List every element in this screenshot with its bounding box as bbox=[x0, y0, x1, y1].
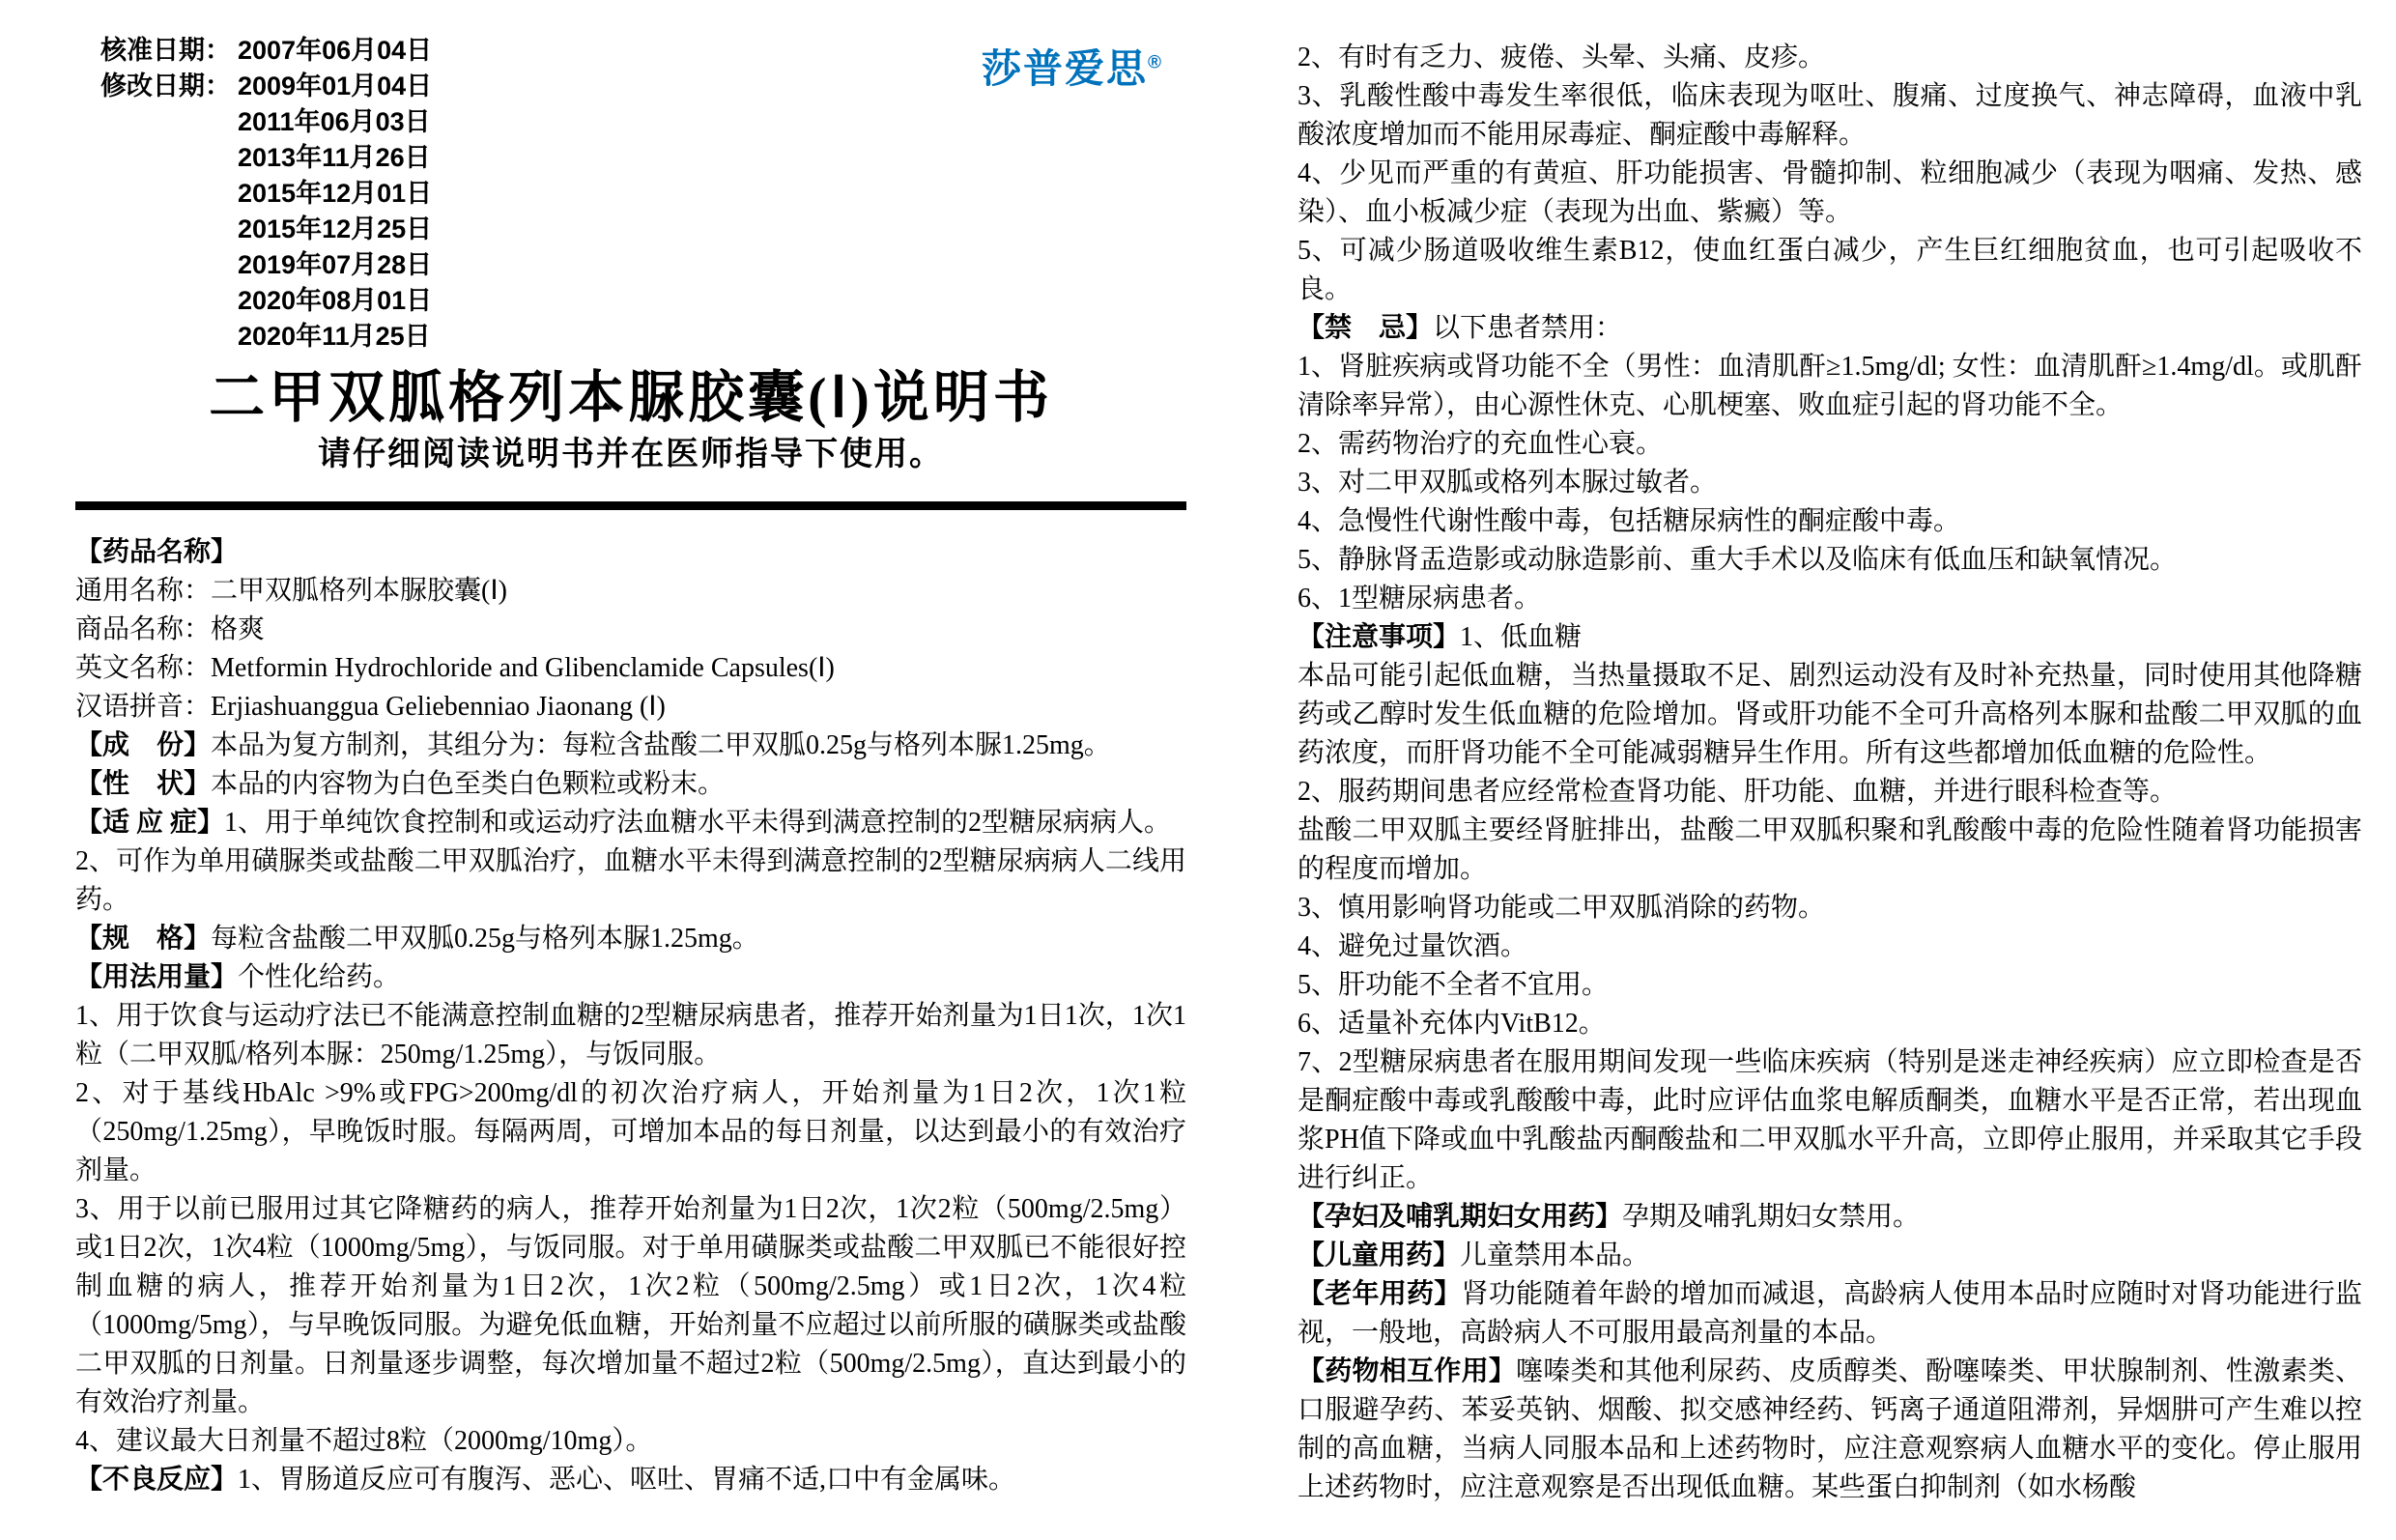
brand-logo-text: 莎普爱思 bbox=[982, 46, 1148, 91]
paragraph-text: 5、可减少肠道吸收维生素B12，使血红蛋白减少，产生巨红细胞贫血，也可引起吸收不良。 bbox=[1298, 236, 2362, 304]
section-heading: 【儿童用药】 bbox=[1298, 1241, 1461, 1270]
paragraph-text: 本品的内容物为白色至类白色颗粒或粉末。 bbox=[211, 769, 726, 799]
paragraph bbox=[75, 765, 1186, 804]
right-column bbox=[1298, 39, 2362, 1507]
paragraph bbox=[1298, 155, 2362, 232]
left-column bbox=[75, 33, 1186, 1499]
paragraph-text: 每粒含盐酸二甲双胍0.25g与格列本脲1.25mg。 bbox=[211, 924, 759, 954]
date-value: 2020年11月25日 bbox=[238, 322, 431, 351]
date-value: 2009年01月04日 bbox=[238, 71, 433, 100]
paragraph-text: 1、胃肠道反应可有腹泻、恶心、呕吐、胃痛不适,口中有金属味。 bbox=[238, 1465, 1016, 1495]
date-label bbox=[100, 247, 238, 283]
date-row bbox=[100, 176, 1186, 212]
paragraph bbox=[75, 649, 1186, 688]
paragraph bbox=[1298, 541, 2362, 580]
date-value: 2020年08月01日 bbox=[238, 286, 433, 315]
paragraph bbox=[1298, 812, 2362, 889]
section-heading: 【规 格】 bbox=[75, 924, 212, 954]
paragraph bbox=[75, 804, 1186, 842]
paragraph bbox=[75, 1190, 1186, 1422]
paragraph-text: 本品可能引起低血糖，当热量摄取不足、剧烈运动没有及时补充热量，同时使用其他降糖药或乙醇时发生低血糖的危险增加。肾或肝功能不全可升高格列本脲和盐酸二甲双胍的血药浓度，而肝肾功能不全可能减弱糖异生作用。所有这些都增加低血糖的危险性。 bbox=[1298, 661, 2362, 768]
paragraph-text: 儿童禁用本品。 bbox=[1460, 1241, 1650, 1270]
section-heading: 【注意事项】 bbox=[1298, 622, 1461, 652]
paragraph bbox=[1298, 1275, 2362, 1353]
date-row bbox=[100, 104, 1186, 140]
paragraph-text: 4、急慢性代谢性酸中毒，包括糖尿病性的酮症酸中毒。 bbox=[1298, 506, 1961, 536]
date-value: 2015年12月25日 bbox=[238, 214, 433, 243]
document-title: 二甲双胍格列本脲胶囊(Ⅰ)说明书 bbox=[209, 366, 1053, 429]
left-column-body bbox=[75, 533, 1186, 1499]
paragraph-text: 1、用于饮食与运动疗法已不能满意控制血糖的2型糖尿病患者，推荐开始剂量为1日1次，1次1粒（二甲双胍/格列本脲：250mg/1.25mg），与饭同服。 bbox=[75, 1001, 1186, 1069]
date-label: 核准日期： bbox=[100, 36, 231, 65]
date-row bbox=[100, 212, 1186, 247]
paragraph-text: 3、用于以前已服用过其它降糖药的病人，推荐开始剂量为1日2次，1次2粒（500mg/2.5mg）或1日2次，1次4粒（1000mg/5mg），与饭同服。对于单用磺脲类或盐酸二甲双胍已不能很好控制血糖的病人，推荐开始剂量为1日2次，1次2粒（500mg/2.5mg）或1日2次，1次4粒（1000mg/5mg），与早晚饭同服。为避免低血糖，开始剂量不应超过以前所服的磺脲类或盐酸二甲双胍的日剂量。日剂量逐步调整，每次增加量不超过2粒（500mg/2.5mg），直达到最小的有效治疗剂量。 bbox=[75, 1194, 1186, 1417]
paragraph bbox=[1298, 1005, 2362, 1043]
paragraph-text: 5、肝功能不全者不宜用。 bbox=[1298, 970, 1610, 1000]
paragraph bbox=[75, 572, 1186, 611]
paragraph-text: 个性化给药。 bbox=[238, 962, 401, 992]
document-subtitle: 请仔细阅读说明书并在医师指导下使用。 bbox=[318, 437, 944, 472]
paragraph-text: 1、低血糖 bbox=[1460, 622, 1583, 652]
section-heading: 【老年用药】 bbox=[1298, 1279, 1462, 1309]
paragraph bbox=[1298, 1043, 2362, 1198]
paragraph-text: 4、少见而严重的有黄疸、肝功能损害、骨髓抑制、粒细胞减少（表现为咽痛、发热、感染）、血小板减少症（表现为出血、紫癜）等。 bbox=[1298, 158, 2362, 227]
section-heading: 【不良反应】 bbox=[75, 1465, 239, 1495]
date-label bbox=[100, 283, 238, 319]
paragraph-text: 孕期及哺乳期妇女禁用。 bbox=[1622, 1202, 1921, 1232]
paragraph-text: 2、有时有乏力、疲倦、头晕、头痛、皮疹。 bbox=[1298, 43, 1826, 72]
paragraph bbox=[1298, 889, 2362, 927]
date-label bbox=[100, 140, 238, 176]
paragraph-text: 6、1型糖尿病患者。 bbox=[1298, 584, 1542, 613]
paragraph-text: 通用名称：二甲双胍格列本脲胶囊(Ⅰ) bbox=[75, 576, 507, 606]
paragraph-text: 汉语拼音：Erjiashuanggua Geliebenniao Jiaonang (Ⅰ) bbox=[75, 692, 666, 722]
section-heading: 【药物相互作用】 bbox=[1298, 1356, 1517, 1386]
section-heading: 【性 状】 bbox=[75, 769, 212, 799]
paragraph bbox=[75, 1074, 1186, 1190]
date-row bbox=[100, 283, 1186, 319]
paragraph bbox=[1298, 77, 2362, 155]
date-label bbox=[100, 176, 238, 212]
registered-trademark-icon: ® bbox=[1148, 52, 1161, 73]
paragraph-text: 本品为复方制剂，其组分为：每粒含盐酸二甲双胍0.25g与格列本脲1.25mg。 bbox=[211, 730, 1111, 760]
paragraph-text: 肾功能随着年龄的增加而减退，高龄病人使用本品时应随时对肾功能进行监视，一般地，高龄病人不可服用最高剂量的本品。 bbox=[1298, 1279, 2362, 1348]
paragraph bbox=[75, 688, 1186, 727]
section-heading: 【药品名称】 bbox=[75, 537, 239, 567]
date-value: 2007年06月04日 bbox=[238, 36, 433, 65]
paragraph-text: 1、肾脏疾病或肾功能不全（男性：血清肌酐≥1.5mg/dl; 女性：血清肌酐≥1.4mg/dl。或肌酐清除率异常），由心源性休克、心肌梗塞、败血症引起的肾功能不全。 bbox=[1298, 352, 2362, 420]
section-heading: 【用法用量】 bbox=[75, 962, 239, 992]
paragraph bbox=[75, 920, 1186, 958]
right-column-body bbox=[1298, 39, 2362, 1507]
paragraph bbox=[1298, 773, 2362, 812]
paragraph-text: 2、需药物治疗的充血性心衰。 bbox=[1298, 429, 1664, 459]
paragraph-text: 2、对于基线HbAlc >9%或FPG>200mg/dl的初次治疗病人，开始剂量为1日2次，1次1粒（250mg/1.25mg），早晚饭时服。每隔两周，可增加本品的每日剂量，以达到最小的有效治疗剂量。 bbox=[75, 1078, 1186, 1185]
date-label: 修改日期： bbox=[100, 71, 231, 100]
paragraph-text: 3、慎用影响肾功能或二甲双胍消除的药物。 bbox=[1298, 893, 1826, 923]
paragraph bbox=[1298, 966, 2362, 1005]
paragraph bbox=[1298, 425, 2362, 464]
date-row bbox=[100, 319, 1186, 355]
paragraph bbox=[1298, 1198, 2362, 1237]
paragraph bbox=[1298, 580, 2362, 618]
paragraph-text: 噻嗪类和其他利尿药、皮质醇类、酚噻嗪类、甲状腺制剂、性激素类、口服避孕药、苯妥英钠、烟酸、拟交感神经药、钙离子通道阻滞剂，异烟肼可产生难以控制的高血糖，当病人同服本品和上述药物时，应注意观察病人血糖水平的变化。停止服用上述药物时，应注意观察是否出现低血糖。某些蛋白抑制剂（如水杨酸 bbox=[1298, 1356, 2362, 1502]
paragraph bbox=[1298, 232, 2362, 309]
paragraph bbox=[1298, 502, 2362, 541]
paragraph-text: 6、适量补充体内VitB12。 bbox=[1298, 1009, 1606, 1039]
paragraph bbox=[1298, 39, 2362, 77]
paragraph bbox=[1298, 618, 2362, 657]
paragraph-text: 盐酸二甲双胍主要经肾脏排出，盐酸二甲双胍积聚和乳酸酸中毒的危险性随着肾功能损害的程度而增加。 bbox=[1298, 815, 2362, 884]
date-label bbox=[100, 104, 238, 140]
date-row bbox=[100, 140, 1186, 176]
paragraph bbox=[75, 997, 1186, 1074]
section-heading: 【禁 忌】 bbox=[1298, 313, 1434, 343]
date-label bbox=[100, 212, 238, 247]
section-heading: 【适 应 症】 bbox=[75, 808, 225, 838]
section-heading: 【孕妇及哺乳期妇女用药】 bbox=[1298, 1202, 1623, 1232]
date-value: 2019年07月28日 bbox=[238, 250, 433, 279]
paragraph-text: 4、避免过量饮酒。 bbox=[1298, 931, 1528, 961]
paragraph-text: 2、服药期间患者应经常检查肾功能、肝功能、血糖，并进行眼科检查等。 bbox=[1298, 777, 2178, 807]
paragraph-text: 商品名称：格爽 bbox=[75, 614, 266, 644]
date-value: 2011年06月03日 bbox=[238, 107, 431, 136]
paragraph bbox=[1298, 1237, 2362, 1275]
paragraph-text: 英文名称：Metformin Hydrochloride and Glibenclamide Capsules(Ⅰ) bbox=[75, 653, 835, 683]
paragraph bbox=[75, 611, 1186, 649]
paragraph-text: 4、建议最大日剂量不超过8粒（2000mg/10mg）。 bbox=[75, 1426, 653, 1456]
paragraph bbox=[75, 1461, 1186, 1499]
brand-logo bbox=[982, 37, 1161, 94]
paragraph bbox=[75, 727, 1186, 765]
paragraph bbox=[1298, 309, 2362, 348]
paragraph-text: 1、用于单纯饮食控制和或运动疗法血糖水平未得到满意控制的2型糖尿病病人。 bbox=[224, 808, 1172, 838]
paragraph bbox=[75, 958, 1186, 997]
section-heading: 【成 份】 bbox=[75, 730, 212, 760]
paragraph bbox=[75, 842, 1186, 920]
paragraph-text: 2、可作为单用磺脲类或盐酸二甲双胍治疗，血糖水平未得到满意控制的2型糖尿病病人二线用药。 bbox=[75, 846, 1186, 915]
paragraph-text: 7、2型糖尿病患者在服用期间发现一些临床疾病（特别是迷走神经疾病）应立即检查是否是酮症酸中毒或乳酸酸中毒，此时应评估血浆电解质酮类，血糖水平是否正常，若出现血浆PH值下降或血中乳酸盐丙酮酸盐和二甲双胍水平升高，立即停止服用，并采取其它手段进行纠正。 bbox=[1298, 1047, 2362, 1193]
paragraph-text: 3、对二甲双胍或格列本脲过敏者。 bbox=[1298, 468, 1718, 498]
paragraph bbox=[75, 1422, 1186, 1461]
paragraph-text: 3、乳酸性酸中毒发生率很低，临床表现为呕吐、腹痛、过度换气、神志障碍，血液中乳酸浓度增加而不能用尿毒症、酮症酸中毒解释。 bbox=[1298, 81, 2362, 150]
date-label bbox=[100, 319, 238, 355]
paragraph bbox=[75, 533, 1186, 572]
paragraph bbox=[1298, 657, 2362, 773]
title-divider-rule bbox=[75, 501, 1186, 510]
paragraph bbox=[1298, 927, 2362, 966]
date-value: 2013年11月26日 bbox=[238, 143, 431, 172]
paragraph-text: 5、静脉肾盂造影或动脉造影前、重大手术以及临床有低血压和缺氧情况。 bbox=[1298, 545, 2178, 575]
date-value: 2015年12月01日 bbox=[238, 179, 433, 208]
date-row bbox=[100, 247, 1186, 283]
paragraph bbox=[1298, 348, 2362, 425]
paragraph bbox=[1298, 1353, 2362, 1507]
paragraph bbox=[1298, 464, 2362, 502]
paragraph-text: 以下患者禁用： bbox=[1433, 313, 1623, 343]
